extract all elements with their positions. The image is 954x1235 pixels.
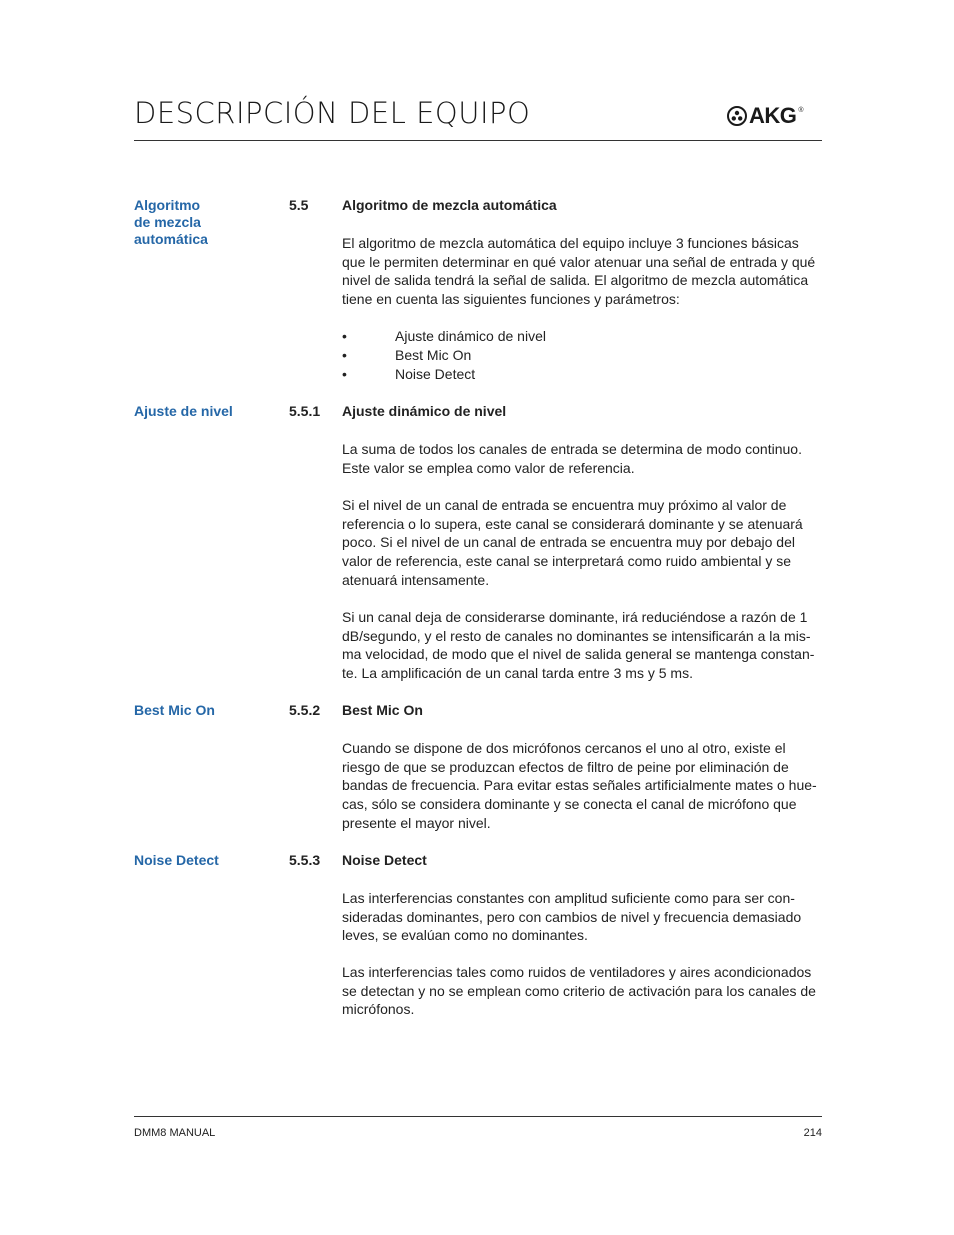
paragraph-line: La suma de todos los canales de entrada se determina de modo continuo. [342,441,802,457]
paragraph-line: dB/segundo, y el resto de canales no dominantes se intensificarán a la mis- [342,627,811,644]
sidebar-heading-line: Algoritmo [134,197,201,213]
header-divider [134,140,822,141]
page-title: DESCRIPCIÓN DEL EQUIPO [134,96,531,130]
paragraph [342,963,827,1019]
paragraph-line: poco. Si el nivel de un canal de entrada se encuentra muy por debajo del [342,534,795,551]
section-heading: Best Mic On [342,702,423,718]
paragraph [342,739,827,833]
paragraph-line: nivel de salida tendrá la señal de salida. El algoritmo de mezcla automática [342,272,809,289]
section-number: 5.5.2 [289,702,321,718]
paragraph-line: El algoritmo de mezcla automática del equipo incluye 3 funciones básicas [342,235,799,251]
paragraph [342,889,827,945]
paragraph-line: riesgo de que se produzcan efectos de filtro de peine por eliminación de [342,758,789,775]
paragraph-line: Este valor se emplea como valor de referencia. [342,459,635,476]
paragraph-line: que le permiten determinar en qué valor atenuar una señal de entrada y qué [342,253,816,270]
section-heading: Algoritmo de mezcla automática [342,197,557,213]
paragraph-line: se detectan y no se emplean como criterio de activación para los canales de [342,982,816,999]
paragraph-line: presente el mayor nivel. [342,814,491,831]
paragraph-line: leves, se evalúan como no dominantes. [342,927,588,944]
paragraph-line: Cuando se dispone de dos micrófonos cercanos el uno al otro, existe el [342,740,786,756]
list-item-text: Noise Detect [395,366,476,382]
section-heading: Ajuste dinámico de nivel [342,403,507,419]
list-item-text: Best Mic On [395,347,472,363]
akg-emblem-icon [727,106,747,126]
bullet-icon: • [342,347,347,363]
footer-divider [134,1116,822,1117]
sidebar-heading-algoritmo [134,197,274,248]
akg-logo [727,105,804,127]
logo-wordmark: AKG [749,103,797,128]
paragraph-line: cas, sólo se considera dominante y se conecta el canal de micrófono que [342,796,797,813]
paragraph-line: micrófonos. [342,1001,415,1018]
section-number: 5.5.3 [289,852,321,868]
paragraph-line: tiene en cuenta las siguientes funciones y parámetros: [342,291,680,308]
paragraph-line: te. La amplificación de un canal tarda entre 3 ms y 5 ms. [342,665,693,682]
registered-mark: ® [798,107,804,114]
paragraph-line: referencia o lo supera, este canal se considerará dominante y se atenuará [342,515,803,532]
sidebar-heading-noise-detect: Noise Detect [134,852,219,868]
paragraph-line: Las interferencias constantes con amplitud suficiente como para ser con- [342,890,795,906]
section-number: 5.5.1 [289,403,321,419]
sidebar-heading-best-mic-on: Best Mic On [134,702,215,718]
list-item-text: Ajuste dinámico de nivel [395,328,546,344]
paragraph-line: atenuará intensamente. [342,571,490,588]
bullet-icon: • [342,366,347,382]
footer-manual-name: DMM8 MANUAL [134,1127,216,1139]
paragraph-line: Si un canal deja de considerarse dominante, irá reduciéndose a razón de 1 [342,609,808,625]
bullet-icon: • [342,328,347,344]
sidebar-heading-line: automática [134,231,208,247]
paragraph [342,234,827,309]
paragraph-line: ma velocidad, de modo que el nivel de salida general se mantenga constan- [342,646,815,663]
section-heading: Noise Detect [342,852,427,868]
sidebar-heading-line: de mezcla [134,214,201,230]
section-number: 5.5 [289,197,309,213]
sidebar-heading-ajuste: Ajuste de nivel [134,403,233,419]
paragraph [342,496,827,590]
paragraph-line: bandas de frecuencia. Para evitar estas señales artificialmente mates o hue- [342,777,817,794]
paragraph-line: sideradas dominantes, pero con cambios de nivel y frecuencia demasiado [342,908,802,925]
paragraph-line: Si el nivel de un canal de entrada se encuentra muy próximo al valor de [342,497,787,513]
paragraph [342,440,827,477]
paragraph-line: valor de referencia, este canal se interpretará como ruido ambiental y se [342,553,792,570]
page-number: 214 [803,1127,822,1139]
paragraph [342,608,827,683]
paragraph-line: Las interferencias tales como ruidos de ventiladores y aires acondicionados [342,964,812,980]
